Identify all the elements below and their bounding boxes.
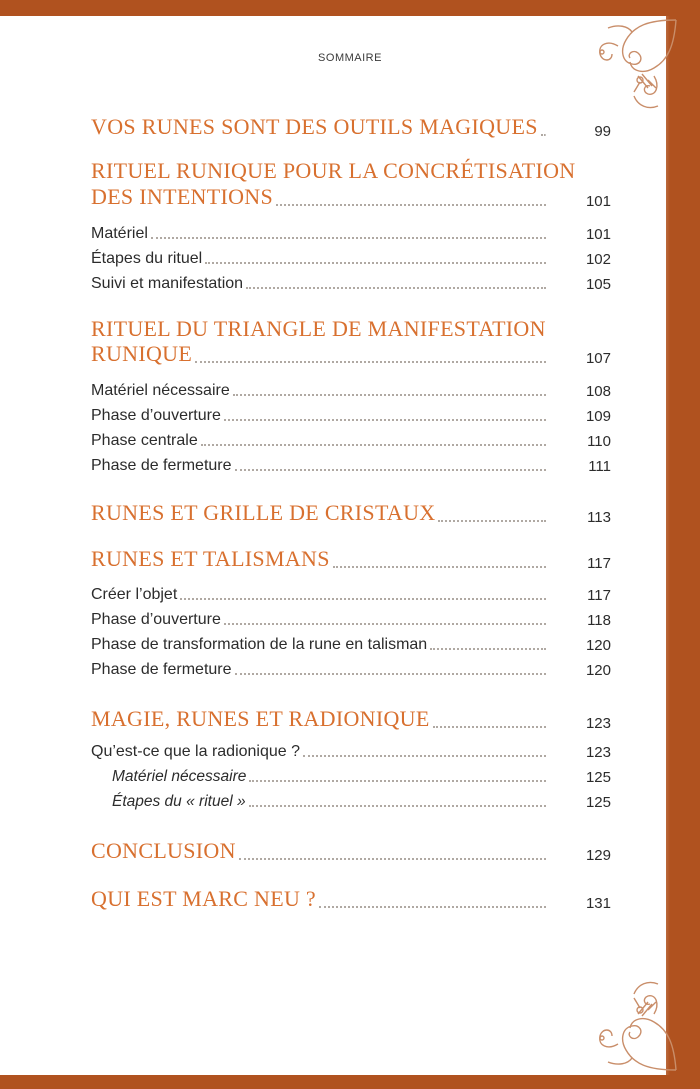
toc-subentry-title: Phase de fermeture [91,457,232,474]
toc-subsubentry[interactable] [112,793,611,811]
toc-entry-title: MAGIE, RUNES ET RADIONIQUE [91,706,430,731]
toc-entry-page: 107 [585,350,611,367]
dot-leader [249,805,546,807]
dot-leader [541,134,546,136]
toc-entry-page: 131 [585,895,611,912]
dot-leader [235,469,546,471]
toc-subentry[interactable] [91,457,611,475]
toc-subentry-title: Suivi et manifestation [91,275,244,292]
dot-leader [333,566,546,568]
toc-subentry[interactable] [91,382,611,400]
toc-entry[interactable] [91,500,611,526]
dot-leader [224,419,546,421]
toc-subsubentry[interactable] [112,768,611,786]
toc-entry[interactable] [91,706,611,732]
toc-subentry[interactable] [91,661,611,679]
toc-entry-page: 101 [585,193,611,210]
toc-subentry-page: 120 [585,637,611,654]
toc-entry[interactable] [91,838,611,864]
toc-subentry-page: 111 [588,458,611,475]
toc-subentry[interactable] [91,611,611,629]
toc-subentry-page: 110 [587,433,611,450]
toc-subentry-page: 109 [585,408,611,425]
toc-subentry-title: Créer l’objet [91,586,178,603]
toc-subsubentry-page: 125 [585,769,611,786]
toc-subsubentry-page: 125 [585,794,611,811]
dot-leader [201,444,546,446]
toc-subentry-title: Phase d’ouverture [91,611,221,628]
toc-entry-page: 123 [585,715,611,732]
page-title: SOMMAIRE [318,52,382,64]
toc-subentry-page: 108 [585,383,611,400]
toc-subentry[interactable] [91,407,611,425]
toc-subsubentry-title: Étapes du « rituel » [112,793,246,810]
toc-subentry-page: 120 [585,662,611,679]
dot-leader [205,262,546,264]
toc-subentry-page: 117 [587,587,611,604]
toc-subentry[interactable] [91,743,611,761]
dot-leader [433,726,546,728]
toc-subentry-title: Matériel nécessaire [91,382,230,399]
dot-leader [233,394,546,396]
toc-entry[interactable] [91,546,611,572]
toc-subentry[interactable] [91,275,611,293]
toc-entry-page: 113 [587,509,611,526]
toc-entry-page: 117 [587,555,611,572]
toc-subentry-page: 101 [585,226,611,243]
toc-entry[interactable] [91,114,611,140]
toc-subsubentry-title: Matériel nécessaire [112,768,247,785]
toc-subentry-title: Matériel [91,225,148,242]
toc-heading-line: RITUEL RUNIQUE POUR LA CONCRÉTISATION [91,158,576,183]
dot-leader [438,520,546,522]
toc-subentry-title: Phase de transformation de la rune en talisman [91,636,428,653]
toc-entry-title: QUI EST MARC NEU ? [91,886,316,911]
toc-entry[interactable] [91,184,611,210]
toc-subentry[interactable] [91,636,611,654]
dot-leader [319,906,546,908]
toc-entry-title: DES INTENTIONS [91,184,274,209]
toc-entry[interactable] [91,886,611,912]
dot-leader [249,780,546,782]
dot-leader [303,755,546,757]
toc-subentry-page: 102 [585,251,611,268]
toc-subentry[interactable] [91,250,611,268]
dot-leader [246,287,546,289]
toc-entry-title: CONCLUSION [91,838,236,863]
dot-leader [224,623,546,625]
toc-subentry-title: Phase centrale [91,432,198,449]
dot-leader [430,648,546,650]
dot-leader [195,361,546,363]
dot-leader [239,858,546,860]
toc-subentry-page: 118 [587,612,611,629]
toc-entry-title: VOS RUNES SONT DES OUTILS MAGIQUES [91,114,538,139]
toc-entry-title: RUNIQUE [91,341,193,366]
dot-leader [235,673,546,675]
toc-subentry-title: Qu’est-ce que la radionique ? [91,743,301,760]
toc-subentry-page: 123 [585,744,611,761]
toc-entry-title: RUNES ET GRILLE DE CRISTAUX [91,500,436,525]
toc-subentry[interactable] [91,586,611,604]
dot-leader [276,204,546,206]
dot-leader [180,598,546,600]
toc-entry-title: RUNES ET TALISMANS [91,546,330,571]
toc-subentry-title: Phase d’ouverture [91,407,221,424]
toc-subentry-title: Phase de fermeture [91,661,232,678]
toc-heading-line: RITUEL DU TRIANGLE DE MANIFESTATION [91,316,546,341]
toc-subentry[interactable] [91,432,611,450]
dot-leader [151,237,546,239]
toc-subentry-title: Étapes du rituel [91,250,203,267]
toc-entry[interactable] [91,341,611,367]
toc-entry-page: 99 [594,123,611,140]
toc-entry-page: 129 [585,847,611,864]
toc-subentry-page: 105 [585,276,611,293]
toc-subentry[interactable] [91,225,611,243]
